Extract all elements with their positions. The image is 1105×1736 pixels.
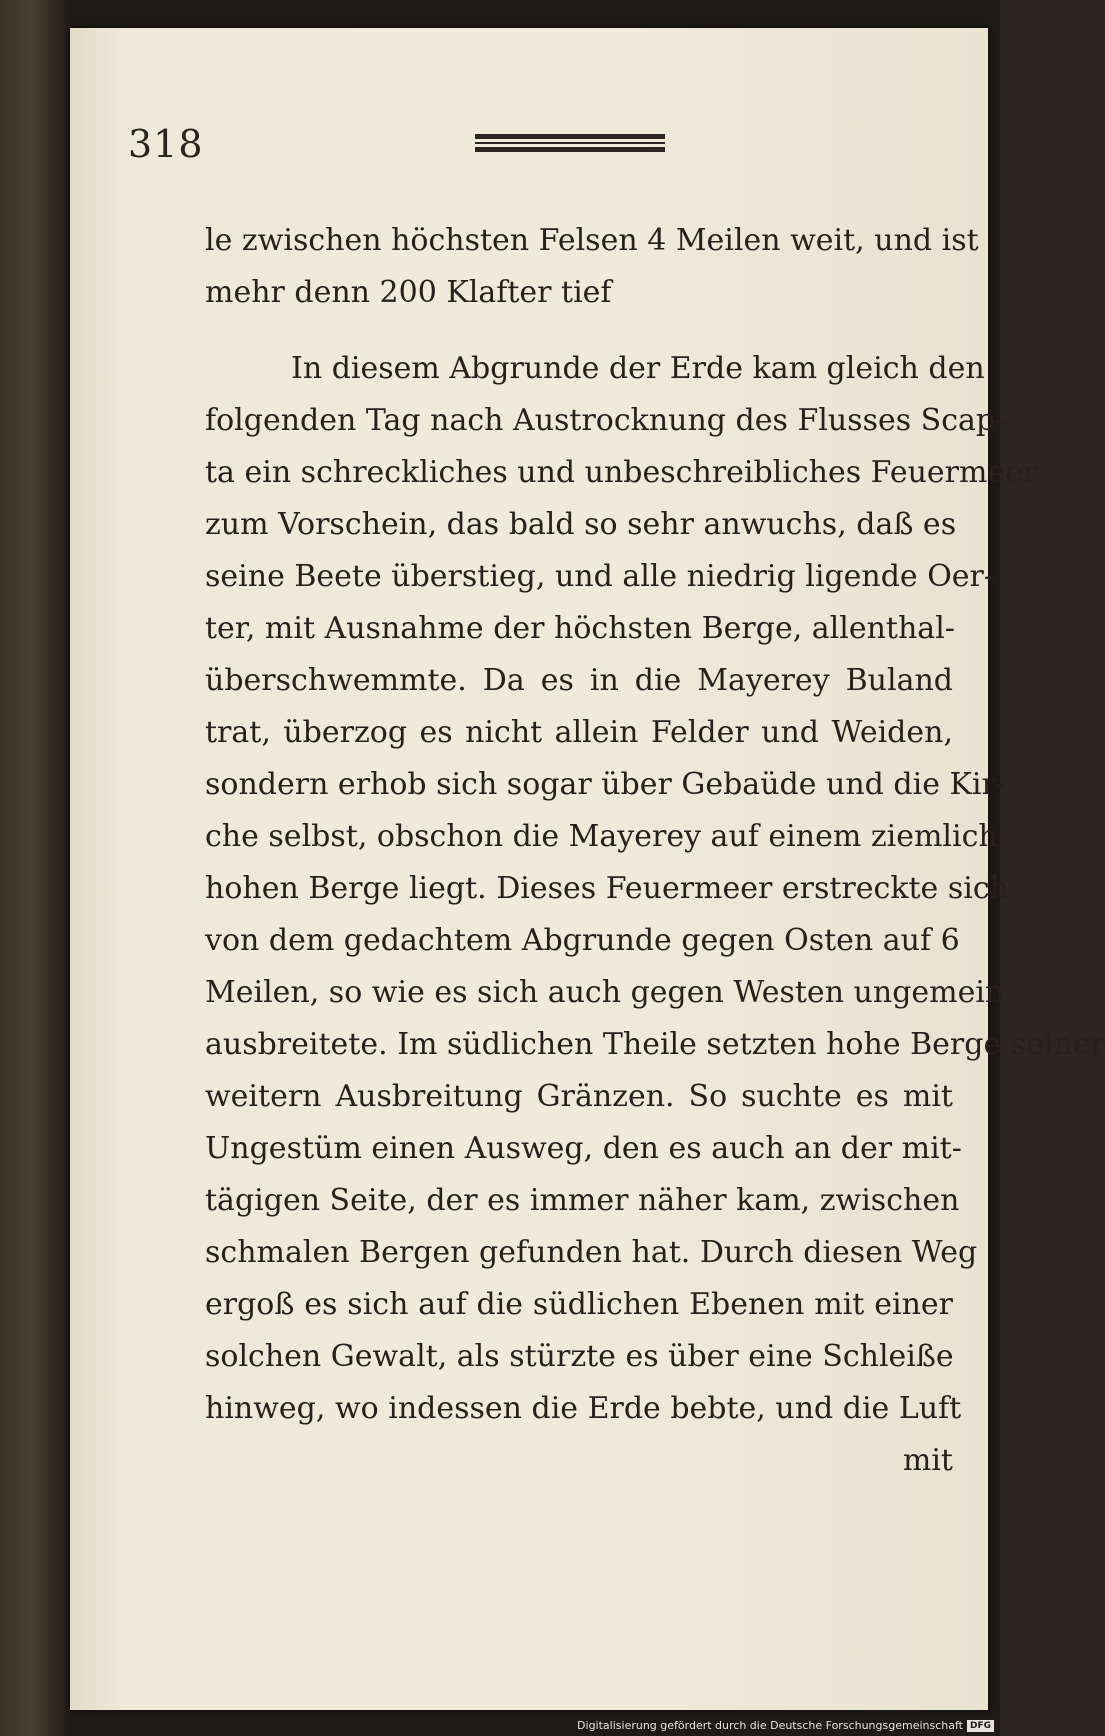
digitization-credit	[577, 1719, 994, 1732]
text-line: seine Beete überstieg, und alle niedrig ligende Oer-	[205, 559, 995, 594]
text-line: von dem gedachtem Abgrunde gegen Osten auf 6	[205, 923, 960, 958]
text-line: ausbreitete. Im südlichen Theile setzten hohe Berge seiner	[205, 1027, 1105, 1062]
text-line: trat, überzog es nicht allein Felder und Weiden,	[205, 715, 953, 750]
text-line: zum Vorschein, das bald so sehr anwuchs, daß es	[205, 507, 957, 542]
text-line: hohen Berge liegt. Dieses Feuermeer erstreckte sich	[205, 871, 1009, 906]
text-line: überschwemmte. Da es in die Mayerey Buland	[205, 663, 953, 698]
text-line: hinweg, wo indessen die Erde bebte, und die Luft	[205, 1391, 962, 1426]
text-line: Meilen, so wie es sich auch gegen Westen ungemein	[205, 975, 1005, 1010]
header-ornament-rule	[475, 134, 665, 156]
catchword: mit	[902, 1443, 953, 1478]
text-line: weitern Ausbreitung Gränzen. So suchte es mit	[205, 1079, 953, 1114]
text-line: Ungestüm einen Ausweg, den es auch an der mit-	[205, 1131, 962, 1166]
body-text	[205, 215, 1105, 1487]
dfg-logo: DFG	[967, 1720, 994, 1732]
text-line: ergoß es sich auf die südlichen Ebenen mit einer	[205, 1287, 953, 1322]
ornament-bar-thick	[475, 134, 665, 139]
credit-text: Digitalisierung gefördert durch die Deutsche Forschungsgemeinschaft	[577, 1719, 963, 1732]
ornament-bar-thin	[475, 142, 665, 144]
text-line: folgenden Tag nach Austrocknung des Flusses Scap-	[205, 403, 1006, 438]
ornament-bar-thick	[475, 147, 665, 152]
text-line: ter, mit Ausnahme der höchsten Berge, allenthal-	[205, 611, 955, 646]
text-line: tägigen Seite, der es immer näher kam, zwischen	[205, 1183, 960, 1218]
text-line: In diesem Abgrunde der Erde kam gleich den	[291, 351, 985, 386]
text-line: solchen Gewalt, als stürzte es über eine Schleiße	[205, 1339, 954, 1374]
text-line: ta ein schreckliches und unbeschreibliches Feuermeer	[205, 455, 1038, 490]
text-line: mehr denn 200 Klafter tief	[205, 275, 612, 310]
text-line: le zwischen höchsten Felsen 4 Meilen weit, und ist	[205, 223, 979, 258]
page-number: 318	[128, 122, 204, 166]
text-line: sondern erhob sich sogar über Gebaüde und die Kir-	[205, 767, 1006, 802]
text-line: che selbst, obschon die Mayerey auf einem ziemlich	[205, 819, 998, 854]
text-line: schmalen Bergen gefunden hat. Durch diesen Weg	[205, 1235, 978, 1270]
